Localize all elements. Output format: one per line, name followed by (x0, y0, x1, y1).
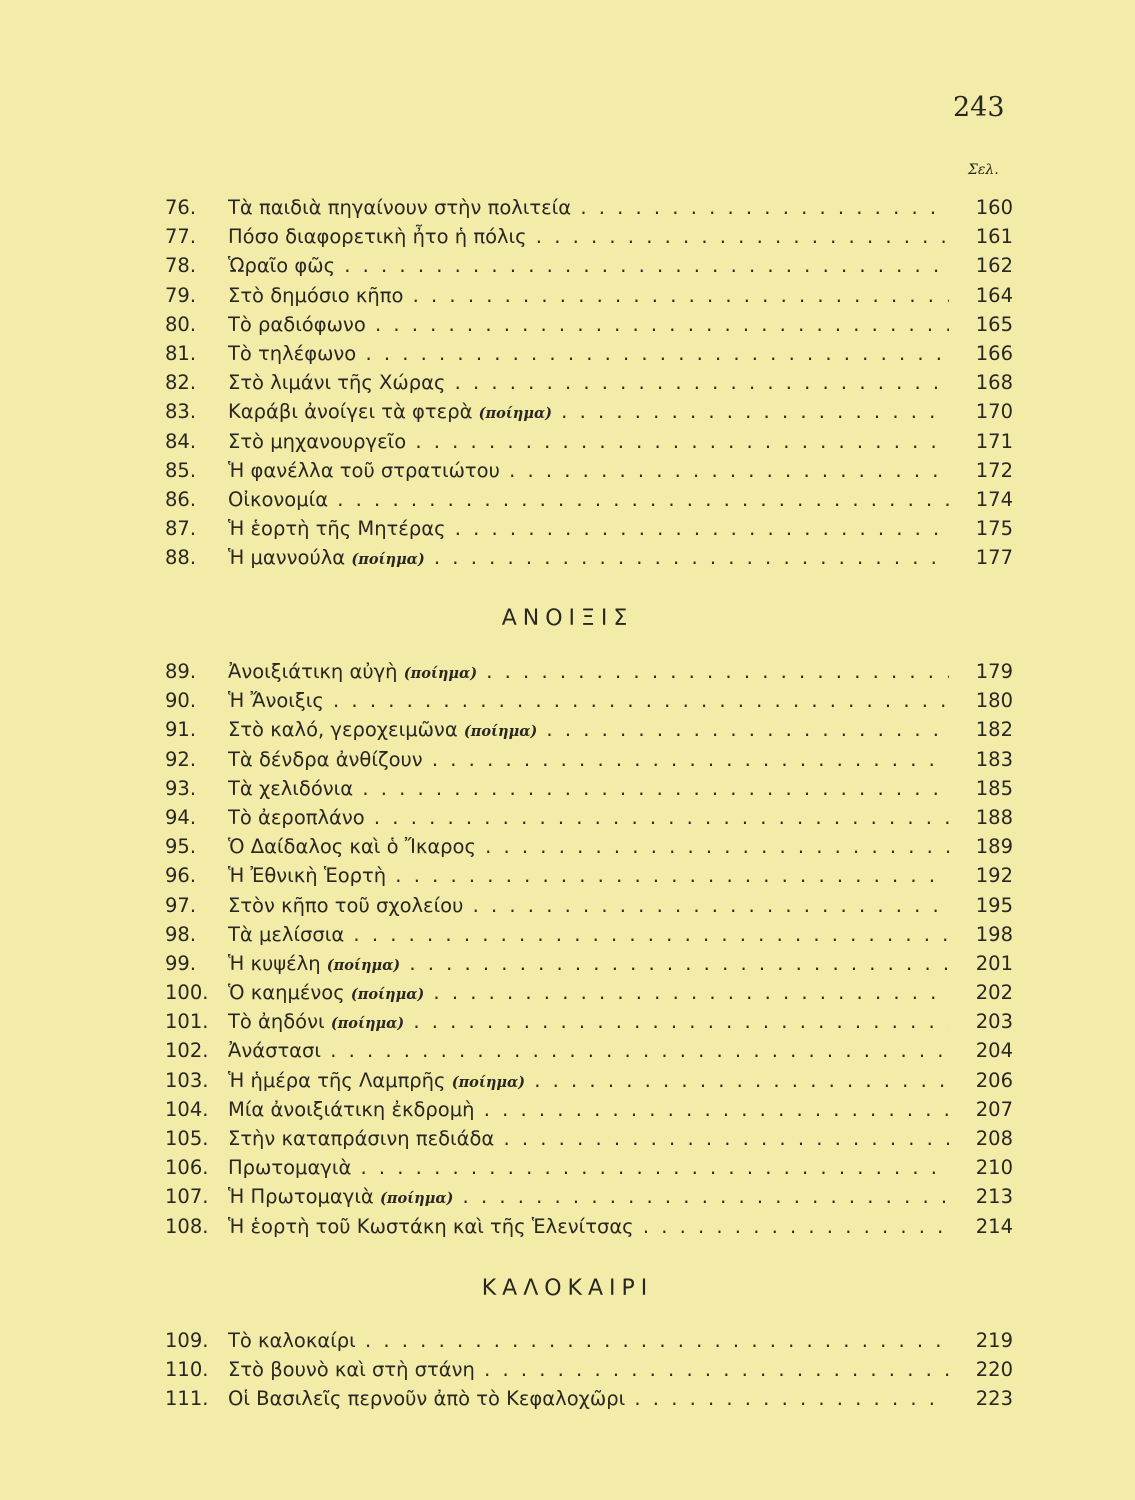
toc-entry-title-wrap (228, 193, 949, 222)
toc-entry-title: Στὸ μηχανουργεῖο (228, 429, 407, 453)
toc-entry (165, 1212, 1013, 1241)
toc-entry-title-wrap (228, 891, 949, 920)
toc-entry-page: 206 (975, 1068, 1013, 1092)
toc-entry-title-wrap (228, 978, 949, 1007)
toc-entry-title-wrap (228, 456, 949, 485)
toc-entry-title: Τὸ ἀηδόνι (228, 1010, 325, 1034)
toc-entry (165, 397, 1013, 426)
toc-entry-number: 89. (165, 660, 197, 683)
toc-entry-title-wrap (228, 1326, 949, 1355)
toc-entry (165, 861, 1013, 890)
toc-entry (165, 1066, 1013, 1095)
toc-entry-title-wrap (228, 832, 949, 861)
toc-entry-title-wrap (228, 251, 949, 280)
toc-entry-title-wrap (228, 339, 949, 368)
section-heading-anoixis: ΑΝΟΙΞΙΣ (501, 606, 634, 631)
toc-entry-title-wrap (228, 861, 949, 890)
toc-entry-page: 177 (975, 546, 1013, 570)
toc-entry-title: Ἡ Ἐθνικὴ Ἑορτὴ (228, 864, 387, 888)
toc-entry (165, 832, 1013, 861)
toc-entry-page: 160 (975, 196, 1013, 219)
toc-entry-page: 195 (975, 893, 1013, 917)
toc-entry-number: 101. (165, 1010, 209, 1034)
toc-entry (165, 427, 1013, 456)
toc-entry (165, 222, 1013, 251)
section-heading-kalokairi: ΚΑΛΟΚΑΙΡΙ (481, 1276, 654, 1301)
toc-entry (165, 193, 1013, 222)
toc-entry-title-wrap (228, 310, 949, 339)
toc-entry-title: Στὸν κῆπο τοῦ σχολείου (228, 893, 464, 917)
toc-entry-page: 165 (975, 312, 1013, 336)
toc-entry-page: 183 (975, 747, 1013, 771)
toc-entry-page: 220 (975, 1358, 1013, 1382)
toc-entry-title: Ἡ Ἄνοιξις (228, 689, 324, 713)
toc-entry-number: 98. (165, 922, 197, 946)
toc-entry-title-wrap (228, 774, 949, 803)
toc-entry (165, 543, 1013, 572)
toc-entry (165, 485, 1013, 514)
toc-entry (165, 368, 1013, 397)
toc-entry-note: (ποίημα) (403, 665, 478, 682)
toc-entry (165, 514, 1013, 543)
toc-entry-page: 166 (975, 341, 1013, 365)
toc-entry-number: 86. (165, 487, 197, 511)
toc-entry-title: Στὴν καταπράσινη πεδιάδα (228, 1127, 495, 1150)
toc-entry-number: 106. (165, 1156, 209, 1180)
toc-entry-title: Τὸ ραδιόφωνο (228, 312, 366, 336)
toc-entry-note: (ποίημα) (351, 551, 425, 569)
toc-entry-title: Ὁ καημένος (228, 981, 345, 1005)
toc-entry-title: Τὸ καλοκαίρι (228, 1329, 356, 1352)
toc-entry (165, 774, 1013, 803)
toc-entry-title-wrap (228, 949, 949, 978)
toc-entry-page: 172 (975, 458, 1013, 482)
toc-entry (165, 1153, 1013, 1182)
toc-entry-title-wrap (228, 397, 949, 426)
toc-entry-number: 88. (165, 546, 197, 570)
toc-entry-number: 93. (165, 776, 197, 800)
toc-entry-title-wrap (228, 920, 949, 949)
toc-entry-number: 105. (165, 1127, 209, 1150)
toc-entry-note: (ποίημα) (330, 1015, 405, 1033)
toc-entry-title: Τὰ παιδιὰ πηγαίνουν στὴν πολιτεία (228, 196, 572, 219)
toc-entry-page: 189 (975, 835, 1013, 859)
toc-entry (165, 1326, 1013, 1355)
toc-entry-title-wrap (228, 1212, 949, 1241)
toc-entry-number: 94. (165, 805, 197, 829)
toc-entry-number: 108. (165, 1214, 209, 1238)
toc-entry-number: 95. (165, 835, 197, 859)
toc-entry-title: Τὰ μελίσσια (228, 922, 345, 946)
toc-entry-title-wrap (228, 543, 949, 572)
toc-entry (165, 686, 1013, 715)
toc-entry-title: Ἡ ἡμέρα τῆς Λαμπρῆς (228, 1068, 446, 1092)
toc-entry-title-wrap (228, 1182, 949, 1211)
toc-entry-number: 96. (165, 864, 197, 888)
toc-entry-note: (ποίημα) (463, 723, 538, 741)
toc-entry (165, 1355, 1013, 1384)
toc-entry-note: (ποίημα) (451, 1073, 526, 1091)
toc-entry (165, 803, 1013, 832)
toc-entry (165, 1095, 1013, 1124)
toc-entry-page: 214 (975, 1214, 1013, 1238)
toc-entry-title-wrap (228, 1384, 949, 1413)
toc-entry-number: 92. (165, 747, 197, 771)
toc-entry-title: Ὡραῖο φῶς (228, 254, 336, 278)
toc-entry-number: 90. (165, 689, 197, 713)
toc-entry-title-wrap (228, 485, 949, 514)
toc-entry-page: 203 (975, 1010, 1013, 1034)
toc-entry-number: 110. (165, 1358, 209, 1382)
toc-entry-number: 81. (165, 341, 197, 365)
toc-entry (165, 456, 1013, 485)
toc-entry-title-wrap (228, 514, 949, 543)
toc-entry-page: 210 (975, 1156, 1013, 1180)
toc-entry-page: 180 (975, 689, 1013, 713)
toc-entry-page: 179 (975, 660, 1013, 683)
toc-entry-number: 77. (165, 225, 197, 249)
page-number: 243 (953, 92, 1005, 123)
toc-entry-page: 198 (975, 922, 1013, 946)
toc-entry-title: Τὸ ἀεροπλάνο (228, 805, 365, 829)
toc-entry-page: 213 (975, 1185, 1013, 1209)
toc-entry-title: Πόσο διαφορετικὴ ἦτο ἡ πόλις (228, 225, 527, 249)
toc-entry-title-wrap (228, 1153, 949, 1182)
toc-entry-number: 103. (165, 1068, 209, 1092)
toc-entry-number: 79. (165, 283, 197, 307)
toc-entry-number: 91. (165, 718, 197, 742)
toc-entry-page: 192 (975, 864, 1013, 888)
toc-entry-page: 162 (975, 254, 1013, 278)
toc-entry-number: 85. (165, 458, 197, 482)
toc-entry-title: Στὸ καλό, γεροχειμῶνα (228, 718, 458, 742)
toc-entry-title: Ὁ Δαίδαλος καὶ ὁ Ἴκαρος (228, 835, 476, 859)
toc-entry-number: 99. (165, 951, 197, 975)
toc-entry-title-wrap (228, 1124, 949, 1153)
toc-entry-page: 208 (975, 1127, 1013, 1150)
toc-entry-page: 161 (975, 225, 1013, 249)
toc-entry-page: 219 (975, 1329, 1013, 1352)
toc-entry-title: Τὸ τηλέφωνο (228, 341, 357, 365)
page-column-header: Σελ. (968, 162, 999, 178)
toc-entry (165, 281, 1013, 310)
toc-entry-title-wrap (228, 281, 949, 310)
toc-entry-note: (ποίημα) (350, 986, 425, 1004)
toc-entry-title-wrap (228, 1355, 949, 1384)
toc-entry-page: 188 (975, 805, 1013, 829)
toc-entry (165, 657, 1013, 686)
toc-entry-title-wrap (228, 222, 949, 251)
toc-entry-title: Τὰ χελιδόνια (228, 776, 354, 800)
toc-entry (165, 1384, 1013, 1413)
toc-entry-title-wrap (228, 368, 949, 397)
toc-entry-title-wrap (228, 1095, 949, 1124)
toc-entry (165, 715, 1013, 744)
toc-entry (165, 1182, 1013, 1211)
toc-entry-number: 87. (165, 517, 197, 541)
toc-entry (165, 1007, 1013, 1036)
toc-entry-title-wrap (228, 657, 949, 686)
toc-entry (165, 745, 1013, 774)
toc-entry-title: Καράβι ἀνοίγει τὰ φτερὰ (228, 400, 473, 424)
toc-entry-number: 107. (165, 1185, 209, 1209)
toc-entry-title: Οἱ Βασιλεῖς περνοῦν ἀπὸ τὸ Κεφαλοχῶρι (228, 1387, 626, 1411)
toc-entry-page: 174 (975, 487, 1013, 511)
toc-entry (165, 949, 1013, 978)
toc-entry (165, 310, 1013, 339)
toc-entry (165, 339, 1013, 368)
toc-entry-title-wrap (228, 803, 949, 832)
toc-entry-number: 80. (165, 312, 197, 336)
toc-entry-page: 185 (975, 776, 1013, 800)
toc-group-kalokairi (165, 1326, 1013, 1414)
toc-entry-title-wrap (228, 1036, 949, 1065)
toc-entry-title-wrap (228, 745, 949, 774)
toc-entry-title: Τὰ δένδρα ἀνθίζουν (228, 747, 423, 771)
toc-entry-page: 204 (975, 1039, 1013, 1063)
toc-entry-number: 82. (165, 371, 197, 395)
toc-entry-page: 168 (975, 371, 1013, 395)
toc-entry-title: Ἡ φανέλλα τοῦ στρατιώτου (228, 458, 500, 482)
toc-entry (165, 1036, 1013, 1065)
toc-entry-title: Στὸ λιμάνι τῆς Χώρας (228, 371, 446, 395)
toc-entry-title: Μία ἀνοιξιάτικη ἐκδρομὴ (228, 1097, 475, 1121)
toc-entry-title: Στὸ βουνὸ καὶ στὴ στάνη (228, 1358, 475, 1382)
toc-entry-page: 171 (975, 429, 1013, 453)
toc-entry-note: (ποίημα) (380, 1190, 454, 1208)
toc-entry-number: 104. (165, 1097, 209, 1121)
toc-entry-title: Οἰκονομία (228, 487, 329, 511)
toc-entry-number: 76. (165, 196, 197, 219)
toc-entry (165, 1124, 1013, 1153)
toc-entry-page: 201 (975, 951, 1013, 975)
toc-entry-number: 102. (165, 1039, 209, 1063)
toc-entry-title: Ἡ κυψέλη (228, 951, 321, 975)
toc-entry-title: Ἡ ἑορτὴ τῆς Μητέρας (228, 517, 446, 541)
toc-entry-title-wrap (228, 1066, 949, 1095)
toc-entry-title: Ἀνάστασι (228, 1039, 321, 1063)
toc-group-1 (165, 193, 1013, 572)
toc-entry (165, 978, 1013, 1007)
toc-entry-title-wrap (228, 427, 949, 456)
toc-entry (165, 891, 1013, 920)
toc-entry-page: 175 (975, 517, 1013, 541)
toc-entry (165, 920, 1013, 949)
toc-entry-number: 111. (165, 1387, 209, 1411)
toc-entry-title: Ἡ μαννούλα (228, 546, 346, 570)
toc-entry-page: 182 (975, 718, 1013, 742)
toc-entry-number: 100. (165, 981, 209, 1005)
toc-entry-title-wrap (228, 686, 949, 715)
toc-entry-title: Ἡ ἑορτὴ τοῦ Κωστάκη καὶ τῆς Ἑλενίτσας (228, 1214, 634, 1238)
toc-entry-number: 83. (165, 400, 197, 424)
toc-entry-title: Ἡ Πρωτομαγιὰ (228, 1185, 374, 1209)
toc-entry-number: 84. (165, 429, 197, 453)
toc-entry-note: (ποίημα) (478, 405, 552, 423)
toc-entry-page: 202 (975, 981, 1013, 1005)
toc-entry-page: 223 (975, 1387, 1013, 1411)
toc-group-anoixis (165, 657, 1013, 1241)
toc-entry-title-wrap (228, 1007, 949, 1036)
toc-entry-number: 97. (165, 893, 197, 917)
toc-entry-page: 207 (975, 1097, 1013, 1121)
toc-entry-number: 78. (165, 254, 197, 278)
toc-entry-page: 170 (975, 400, 1013, 424)
toc-entry (165, 251, 1013, 280)
toc-entry-title: Ἀνοιξιάτικη αὐγὴ (228, 660, 398, 683)
toc-entry-number: 109. (165, 1329, 209, 1352)
toc-entry-page: 164 (975, 283, 1013, 307)
toc-entry-note: (ποίημα) (326, 956, 401, 974)
toc-entry-title: Πρωτομαγιὰ (228, 1156, 352, 1180)
toc-entry-title-wrap (228, 715, 949, 744)
toc-entry-title: Στὸ δημόσιο κῆπο (228, 283, 404, 307)
